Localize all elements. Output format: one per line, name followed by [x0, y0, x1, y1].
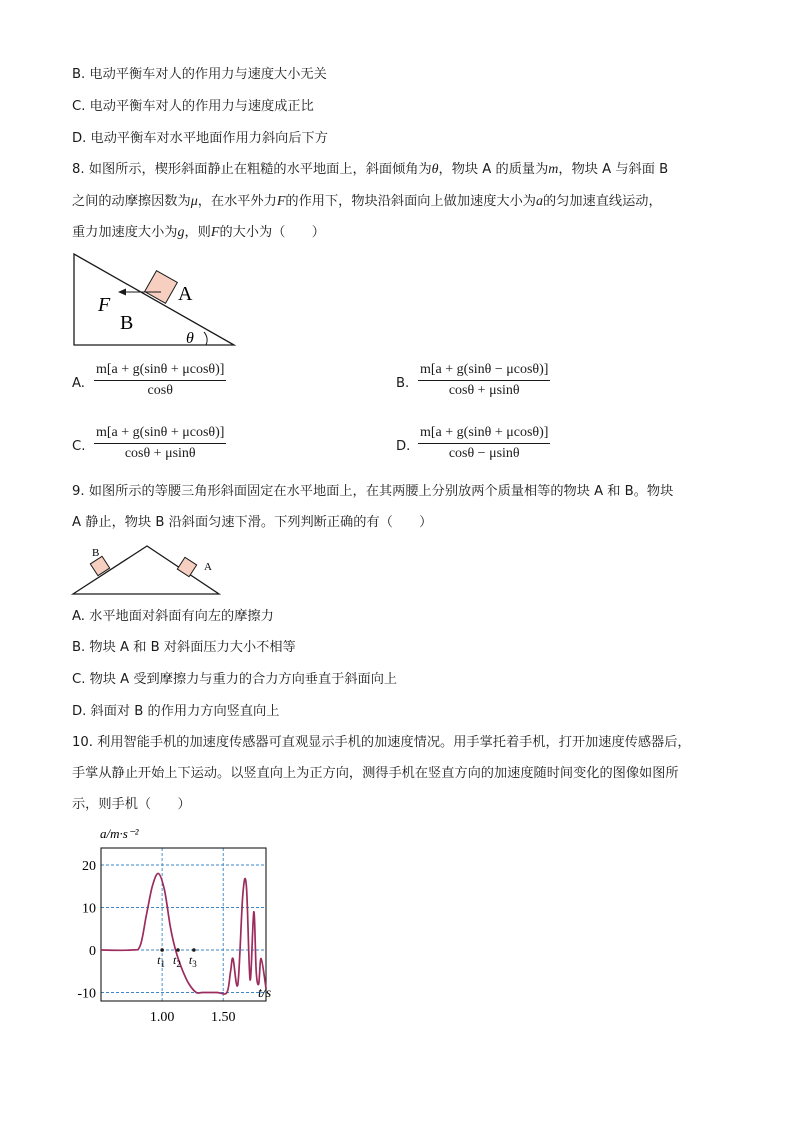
y-tick-label: -10	[77, 986, 96, 1002]
time-marker-dot	[160, 948, 164, 952]
time-marker-label: $t_1$	[157, 953, 165, 969]
theta-arc	[204, 332, 207, 345]
q9-stem-line2: A 静止，物块 B 沿斜面匀速下滑。下列判断正确的有（ ）	[72, 515, 433, 530]
q8-stem-line3: 重力加速度大小为g，则F的大小为（ ）	[72, 225, 325, 240]
time-marker-label: $t_3$	[188, 953, 197, 969]
q10-stem-line3: 示，则手机（ ）	[72, 797, 191, 812]
q8-option-a-denominator: cosθ	[147, 383, 173, 398]
acceleration-time-chart	[60, 822, 290, 1025]
q7-option-c: C. 电动平衡车对人的作用力与速度成正比	[72, 99, 314, 114]
q8-option-b-letter: B.	[396, 376, 410, 391]
y-tick-label: 20	[82, 859, 96, 874]
q9-option-d: D. 斜面对 B 的作用力方向竖直向上	[72, 704, 280, 719]
q10-stem-line1: 10. 利用智能手机的加速度传感器可直观显示手机的加速度情况。用手掌托着手机，打开加速度传感器后，	[72, 735, 691, 750]
label-f: F	[98, 294, 111, 316]
q8-option-a-fraction	[94, 362, 226, 399]
q8-option-d-numerator: m[a + g(sinθ + μcosθ)]	[418, 425, 550, 444]
label-a: A	[178, 283, 193, 305]
time-marker-subscript: 1	[160, 959, 165, 969]
time-marker-label: $t_2$	[173, 953, 181, 969]
y-tick-label: 10	[82, 901, 96, 917]
q8-option-b-denominator: cosθ + μsinθ	[448, 383, 520, 398]
q8-option-a-numerator: m[a + g(sinθ + μcosθ)]	[94, 362, 226, 381]
q8-option-c-letter: C.	[72, 439, 86, 454]
q8-stem-line1: 8. 如图所示，楔形斜面静止在粗糙的水平地面上，斜面倾角为θ，物块 A 的质量为m，物块 A 与斜面 B	[72, 162, 669, 177]
label-theta: θ	[186, 330, 194, 347]
q8-option-d-letter: D.	[396, 439, 411, 454]
block-a	[145, 271, 178, 304]
q7-option-d: D. 电动平衡车对水平地面作用力斜向后下方	[72, 131, 328, 146]
y-tick-label: 0	[89, 944, 96, 959]
q8-option-b-fraction	[418, 362, 550, 399]
q8-option-d-fraction	[418, 425, 550, 462]
q8-option-d-denominator: cosθ − μsinθ	[448, 446, 520, 461]
series-line	[101, 873, 266, 994]
time-marker-dot	[192, 948, 196, 952]
q9-option-a: A. 水平地面对斜面有向左的摩擦力	[72, 609, 274, 624]
q8-wedge-figure	[68, 250, 243, 350]
q7-option-b: B. 电动平衡车对人的作用力与速度大小无关	[72, 67, 327, 82]
q8-option-c-numerator: m[a + g(sinθ + μcosθ)]	[94, 425, 226, 444]
q8-stem-line2: 之间的动摩擦因数为μ，在水平外力F的作用下，物块沿斜面向上做加速度大小为a的匀加速直线运动，	[72, 194, 662, 209]
q9-triangle-figure	[70, 542, 225, 598]
y-axis-label: a/m·s⁻²	[100, 826, 139, 841]
label-a: A	[204, 561, 212, 573]
q8-option-c-denominator: cosθ + μsinθ	[124, 446, 196, 461]
block-a	[177, 557, 196, 576]
time-marker-subscript: 3	[192, 959, 197, 969]
q10-stem-line2: 手掌从静止开始上下运动。以竖直向上为正方向，测得手机在竖直方向的加速度随时间变化的图像如图所	[72, 766, 679, 781]
q8-option-b-numerator: m[a + g(sinθ − μcosθ)]	[418, 362, 550, 381]
q8-option-a-letter: A.	[72, 376, 85, 391]
time-marker-dot	[176, 948, 180, 952]
label-b: B	[120, 312, 134, 334]
x-tick-label: 1.50	[210, 1010, 236, 1025]
q9-option-b: B. 物块 A 和 B 对斜面压力大小不相等	[72, 640, 296, 655]
force-arrow-head	[118, 289, 126, 296]
x-axis-label: t/s	[258, 986, 272, 1001]
q9-option-c: C. 物块 A 受到摩擦力与重力的合力方向垂直于斜面向上	[72, 672, 398, 687]
q8-option-c-fraction	[94, 425, 226, 462]
time-marker-subscript: 2	[176, 959, 181, 969]
label-b: B	[92, 547, 100, 559]
x-tick-label: 1.00	[149, 1010, 175, 1025]
q9-stem-line1: 9. 如图所示的等腰三角形斜面固定在水平地面上，在其两腰上分别放两个质量相等的物块 A 和 B。物块	[72, 484, 674, 499]
